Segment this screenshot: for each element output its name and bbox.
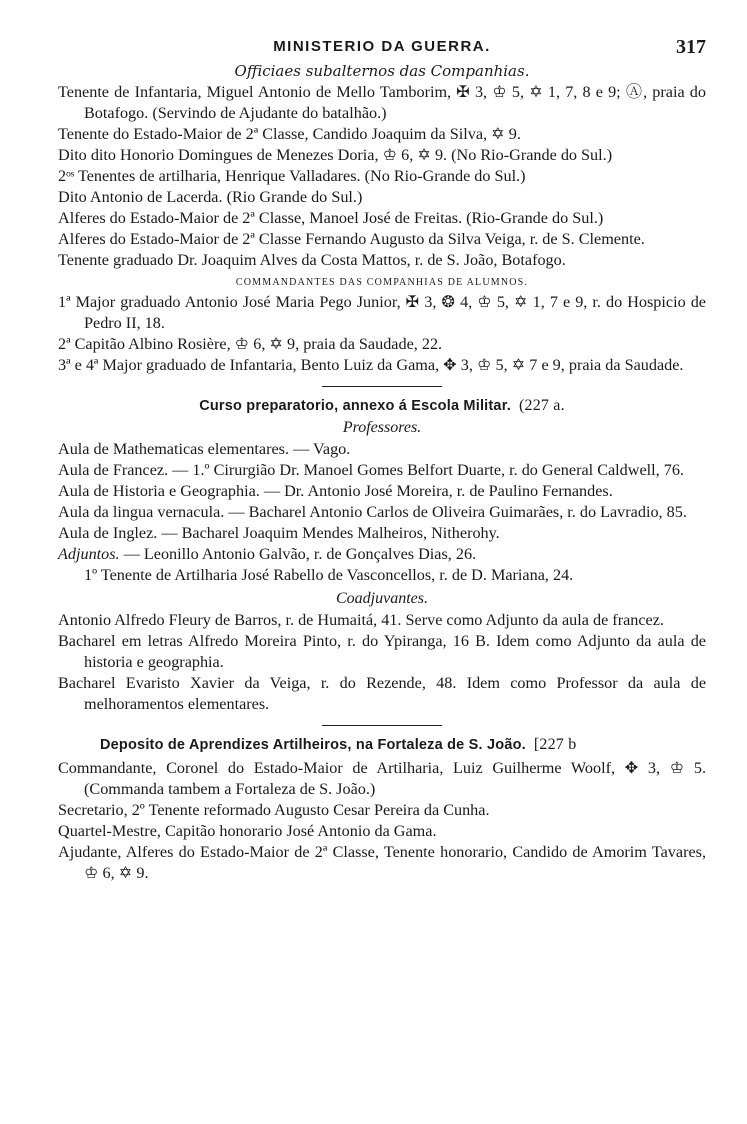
- entry-line: Dito Antonio de Lacerda. (Rio Grande do Sul.): [58, 188, 363, 206]
- deposito-ref: [227 b: [533, 736, 577, 753]
- entry-line: Alferes do Estado-Maior de 2ª Classe Fernando Augusto da Silva Veiga, r. de S. Clemente.: [58, 230, 645, 248]
- curso-title: Curso preparatorio, annexo á Escola Militar.: [199, 398, 511, 414]
- entry-line: Ajudante, Alferes do Estado-Maior de 2ª Classe, Tenente honorario, Candido de Amorim Tavares, ♔ 6, ✡ 9.: [58, 843, 706, 882]
- entry-line: Bacharel em letras Alfredo Moreira Pinto, r. do Ypiranga, 16 B. Idem como Adjunto da aula de historia e geographia.: [58, 632, 706, 671]
- entry-line: Tenente graduado Dr. Joaquim Alves da Costa Mattos, r. de S. João, Botafogo.: [58, 251, 566, 269]
- entry-line: Antonio Alfredo Fleury de Barros, r. de Humaitá, 41. Serve como Adjunto da aula de francez.: [58, 611, 664, 629]
- entry-line: 1ª Major graduado Antonio José Maria Pego Junior, ✠ 3, ❂ 4, ♔ 5, ✡ 1, 7 e 9, r. do Hospicio de Pedro II, 18.: [58, 293, 706, 332]
- section-divider: [322, 386, 442, 387]
- deposito-list: [58, 758, 706, 884]
- entry-line: 3ª e 4ª Major graduado de Infantaria, Bento Luiz da Gama, ✥ 3, ♔ 5, ✡ 7 e 9, praia da Saudade.: [58, 356, 684, 374]
- professores-heading: Professores.: [342, 419, 422, 436]
- coadjuvantes-heading: Coadjuvantes.: [336, 590, 428, 607]
- entry-line: Bacharel Evaristo Xavier da Veiga, r. do Rezende, 48. Idem como Professor da aula de melhoramentos elementares.: [58, 674, 706, 713]
- coadjuvantes-list: [58, 610, 706, 715]
- professores-list: [58, 439, 706, 586]
- page-title: MINISTERIO DA GUERRA.: [273, 38, 491, 55]
- page-number: 317: [676, 36, 706, 58]
- officers-subtitle: Officiaes subalternos das Companhias.: [234, 62, 530, 80]
- deposito-title: Deposito de Aprendizes Artilheiros, na Fortaleza de S. João.: [100, 737, 526, 753]
- commanders-heading: COMMANDANTES DAS COMPANHIAS DE ALUMNOS.: [235, 277, 529, 288]
- entry-line: Aula de Francez. — 1.º Cirurgião Dr. Manoel Gomes Belfort Duarte, r. do General Caldwell, 76.: [58, 461, 684, 479]
- adjuntos-extra-line: 1º Tenente de Artilharia José Rabello de Vasconcellos, r. de D. Mariana, 24.: [84, 566, 574, 584]
- entry-line: Aula de Inglez. — Bacharel Joaquim Mendes Malheiros, Nitherohy.: [58, 524, 500, 542]
- adjuntos-label: Adjuntos.: [58, 545, 120, 563]
- section-divider: [322, 725, 442, 726]
- entry-line: Quartel-Mestre, Capitão honorario José Antonio da Gama.: [58, 822, 437, 840]
- entry-line: Tenente do Estado-Maior de 2ª Classe, Candido Joaquim da Silva, ✡ 9.: [58, 125, 521, 143]
- deposito-section-title: [58, 736, 706, 754]
- entry-line: Tenente de Infantaria, Miguel Antonio de Mello Tamborim, ✠ 3, ♔ 5, ✡ 1, 7, 8 e 9; Ⓐ, praia do Botafogo. (Servindo de Ajudante do batalhão.): [58, 83, 706, 122]
- curso-ref: (227 a.: [518, 397, 565, 414]
- entry-line: Alferes do Estado-Maior de 2ª Classe, Manoel José de Freitas. (Rio-Grande do Sul.): [58, 209, 604, 227]
- adjuntos-line: [58, 544, 706, 565]
- entry-line: 2ª Capitão Albino Rosière, ♔ 6, ✡ 9, praia da Saudade, 22.: [58, 335, 443, 353]
- entry-line: 2ᵒˢ Tenentes de artilharia, Henrique Valladares. (No Rio-Grande do Sul.): [58, 167, 526, 185]
- entry-line: Commandante, Coronel do Estado-Maior de Artilharia, Luiz Guilherme Woolf, ✥ 3, ♔ 5. (Commanda tambem a Fortaleza de S. João.): [58, 759, 706, 798]
- entry-line: Aula de Mathematicas elementares. — Vago.: [58, 440, 351, 458]
- entry-line: Aula de Historia e Geographia. — Dr. Antonio José Moreira, r. de Paulino Fernandes.: [58, 482, 613, 500]
- entry-line: Aula da lingua vernacula. — Bacharel Antonio Carlos de Oliveira Guimarães, r. do Lavradio, 85.: [58, 503, 687, 521]
- adjuntos-text: — Leonillo Antonio Galvão, r. de Gonçalves Dias, 26.: [123, 545, 477, 563]
- running-header: [58, 38, 706, 62]
- curso-section-title: [58, 397, 706, 415]
- entry-line: Dito dito Honorio Domingues de Menezes Doria, ♔ 6, ✡ 9. (No Rio-Grande do Sul.): [58, 146, 613, 164]
- officers-list: [58, 82, 706, 271]
- commanders-list: [58, 292, 706, 376]
- entry-line: Secretario, 2º Tenente reformado Augusto Cesar Pereira da Cunha.: [58, 801, 490, 819]
- document-page: [58, 38, 706, 884]
